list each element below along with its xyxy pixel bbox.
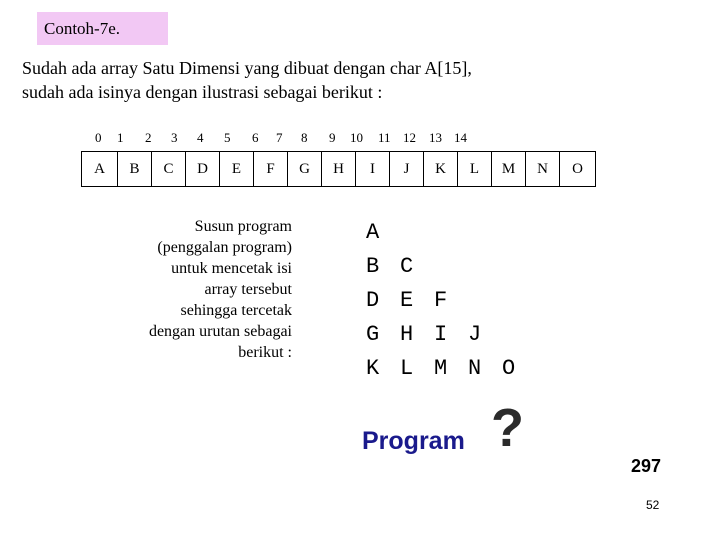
array-index: 1 <box>117 130 124 145</box>
array-index: 10 <box>350 130 363 145</box>
output-row <box>366 250 536 284</box>
array-cell: H <box>321 151 356 187</box>
array-cell: M <box>491 151 526 187</box>
output-row <box>366 284 536 318</box>
array-cell: O <box>559 151 596 187</box>
array-cell: C <box>151 151 186 187</box>
array-index: 7 <box>276 130 283 145</box>
array-index: 11 <box>378 130 391 145</box>
instruction-line: array tersebut <box>204 281 292 298</box>
instruction-line: (penggalan program) <box>157 239 292 256</box>
output-char: I <box>434 322 448 347</box>
output-char: E <box>400 288 414 313</box>
slide-number-label: 297 <box>631 456 662 476</box>
instruction-line: Susun program <box>194 218 292 235</box>
question-mark: ? <box>491 398 524 458</box>
array-index: 8 <box>301 130 308 145</box>
array-index: 2 <box>145 130 152 145</box>
array-cell: A <box>81 151 118 187</box>
array-index: 13 <box>429 130 442 145</box>
output-char: K <box>366 356 380 381</box>
output-char: A <box>366 220 380 245</box>
intro-line-1: Sudah ada array Satu Dimensi yang dibuat dengan char A[15], <box>22 58 472 78</box>
array-index: 6 <box>252 130 259 145</box>
intro-text <box>22 56 622 104</box>
array-cell: J <box>389 151 424 187</box>
instruction-line: dengan urutan sebagai <box>148 323 292 340</box>
array-index: 3 <box>171 130 178 145</box>
output-char: O <box>502 356 516 381</box>
array-cell: B <box>117 151 152 187</box>
array-index: 9 <box>329 130 336 145</box>
array-cells <box>81 151 596 187</box>
output-char: D <box>366 288 380 313</box>
intro-line-2: sudah ada isinya dengan ilustrasi sebagai berikut : <box>22 82 383 102</box>
output-char: J <box>468 322 482 347</box>
array-index: 14 <box>454 130 467 145</box>
output-char: N <box>468 356 482 381</box>
array-cell: G <box>287 151 322 187</box>
array-cell: I <box>355 151 390 187</box>
output-char: F <box>434 288 448 313</box>
array-cell: F <box>253 151 288 187</box>
array-index: 5 <box>224 130 231 145</box>
output-char: B <box>366 254 380 279</box>
instruction-line: untuk mencetak isi <box>171 260 292 277</box>
output-char: M <box>434 356 448 381</box>
array-cell: N <box>525 151 560 187</box>
instruction-line: berikut : <box>238 344 292 361</box>
slide-title <box>37 12 168 45</box>
output-char: G <box>366 322 380 347</box>
output-triangle <box>366 216 536 386</box>
instruction-text <box>60 216 292 363</box>
array-cell: E <box>219 151 254 187</box>
output-row <box>366 318 536 352</box>
page-number: 52 <box>646 498 660 512</box>
output-char: H <box>400 322 414 347</box>
array-cell: K <box>423 151 458 187</box>
slide-title-text: Contoh-7e. <box>44 18 121 38</box>
array-index: 12 <box>403 130 416 145</box>
output-row <box>366 352 536 386</box>
instruction-line: sehingga tercetak <box>180 302 292 319</box>
output-row <box>366 216 536 250</box>
output-char: L <box>400 356 414 381</box>
program-label: Program <box>362 427 465 455</box>
array-cell: D <box>185 151 220 187</box>
array-index: 0 <box>95 130 102 145</box>
array-index: 4 <box>197 130 204 145</box>
array-cell: L <box>457 151 492 187</box>
output-char: C <box>400 254 414 279</box>
